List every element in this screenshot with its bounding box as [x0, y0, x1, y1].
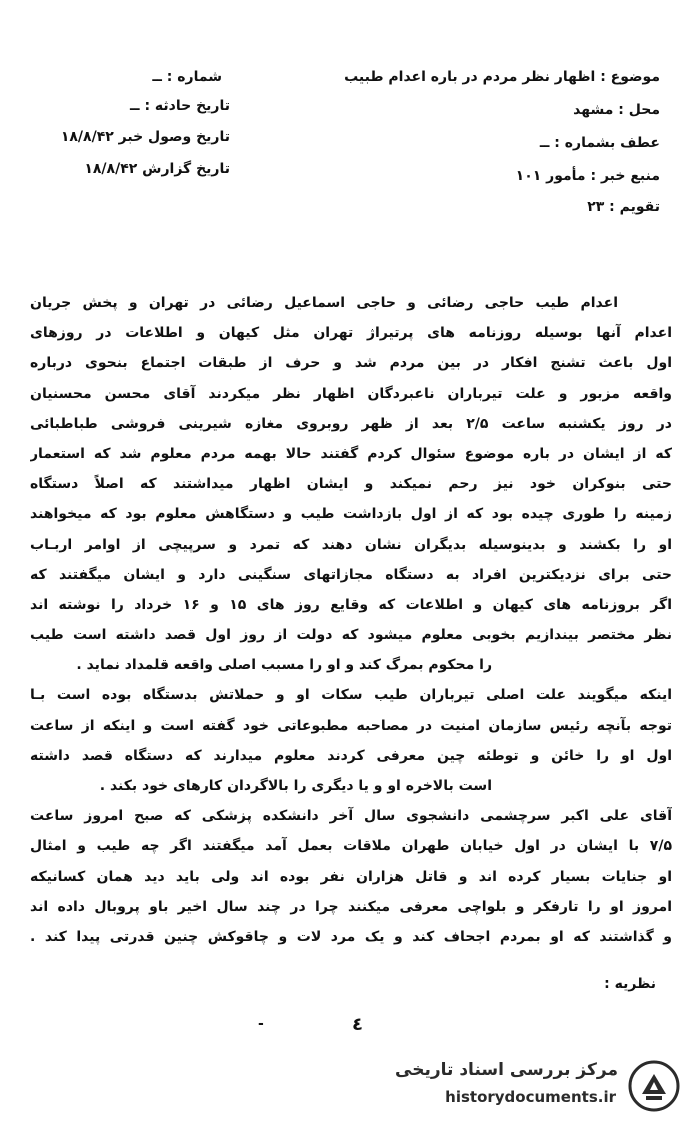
body-line: امروز او را تارفکر و بلواچی معرفی میکنند چرا در چند سال اخیر باو پروبال داده اند: [30, 898, 672, 915]
body-line: که از ایشان در باره موضوع سئوال کردم گفتند حالا بهمه مردم معلوم شد که استعمار: [30, 445, 672, 462]
body-line: ۷/۵ با ایشان در اول خیابان طهران ملاقات بعمل آمد میگفتند اگر چه طیب و امثال: [30, 838, 672, 855]
body-line: زمینه را طوری چیده بود که از اول بازداشت طیب و دستگاهش معلوم بود که میخواهند: [30, 506, 672, 523]
body-line: توجه بآنچه رئیس سازمان امنیت در مصاحبه مطبوعاتی خود گفته است و اینکه از ساعت: [30, 717, 672, 734]
place-field: محل : مشهد: [573, 102, 660, 118]
body-line: حتی بنوکران خود نیز رحم نمیکند و ایشان اظهار میداشتند که اصلاً دستگاه: [30, 476, 672, 493]
following-number-field: عطف بشماره : ــ: [539, 135, 660, 151]
body-line: اول باعث تشنج افکار در بین مردم شد و حرف از طبقات اجتماع بنحوی درباره: [30, 355, 672, 372]
body-line: اینکه میگویند علت اصلی تیرباران طیب سکات او و حملاتش بدستگاه بوده است بـا: [30, 687, 672, 704]
opinion-label: نظریه :: [604, 976, 656, 992]
source-field: منبع خبر : مأمور ۱۰۱: [515, 168, 660, 184]
body-line: و گذاشتند که او بمردم اجحاف کند و یک مرد لات و چاقوکش چنین قدرتی پیدا کند .: [30, 928, 672, 945]
body-line: حتی برای نزدیکترین افراد به دستگاه مجازاتهای سنگینی دارد و ایشان میگفتند که: [30, 566, 672, 583]
watermark-url: historydocuments.ir: [445, 1088, 616, 1106]
seal-mark: ٤: [352, 1014, 363, 1035]
receipt-date-field: تاریخ وصول خبر ۱۸/۸/۴۲: [60, 129, 230, 145]
body-line: اول او را خائن و توطئه چین معرفی کردند معلوم میدارند که دستگاه قصد داشته: [30, 747, 672, 764]
archive-logo-icon: [628, 1060, 680, 1112]
body-line: او جنایات بسیار کرده اند و قاتل هزاران نفر بوده اند ولی باید دید همان کسانیکه: [30, 868, 672, 885]
body-line: در روز یکشنبه ساعت ۲/۵ بعد از ظهر روبروی مغازه شیرینی فروشی طباطبائی: [30, 415, 672, 432]
body-line: اعدام طیب حاجی رضائی و حاجی اسماعیل رضائی در تهران و پخش جریان: [30, 295, 618, 311]
body-line: نظر مختصر بیندازیم بخوبی معلوم میشود که دولت از روز اول قصد داشته است طیب: [30, 627, 672, 644]
dash-mark: -: [258, 1016, 264, 1032]
body-line: واقعه مزبور و علت تیرباران ناعبردگان اظهار نظر میکردند آقای محسن محسنیان: [30, 385, 672, 402]
number-field: شماره : ــ: [152, 69, 222, 85]
body-line: را محکوم بمرگ کند و او را مسبب اصلی واقعه قلمداد نماید .: [76, 657, 492, 674]
watermark-name: مرکز بررسی اسناد تاریخی: [395, 1060, 618, 1080]
report-body: [30, 288, 672, 952]
event-date-field: تاریخ حادثه : ــ: [130, 98, 230, 114]
body-line: او را بکشند و بدینوسیله بدیگران نشان دهند که تمرد و سرپیچی از اوامر اربـاب: [30, 536, 672, 553]
body-line: اگر بروزنامه های کیهان و اطلاعات که وقایع روز های ۱۵ و ۱۶ خرداد را نوشته اند: [30, 596, 672, 613]
archive-watermark: [395, 1056, 688, 1114]
body-line: است بالاخره او و یا دیگری را بالاگردان کارهای خود بکند .: [99, 778, 492, 794]
subject-field: موضوع : اظهار نظر مردم در باره اعدام طبیب: [344, 69, 660, 85]
report-date-field: تاریخ گزارش ۱۸/۸/۴۲: [84, 161, 230, 177]
assessment-field: تقویم : ۲۳: [587, 199, 660, 215]
body-line: آقای علی اکبر سرچشمی دانشجوی سال آخر دانشکده پزشکی که صبح امروز ساعت: [30, 808, 672, 825]
body-line: اعدام آنها بوسیله روزنامه های پرتیراژ تهران مثل کیهان و اطلاعات در روزهای: [30, 325, 672, 342]
